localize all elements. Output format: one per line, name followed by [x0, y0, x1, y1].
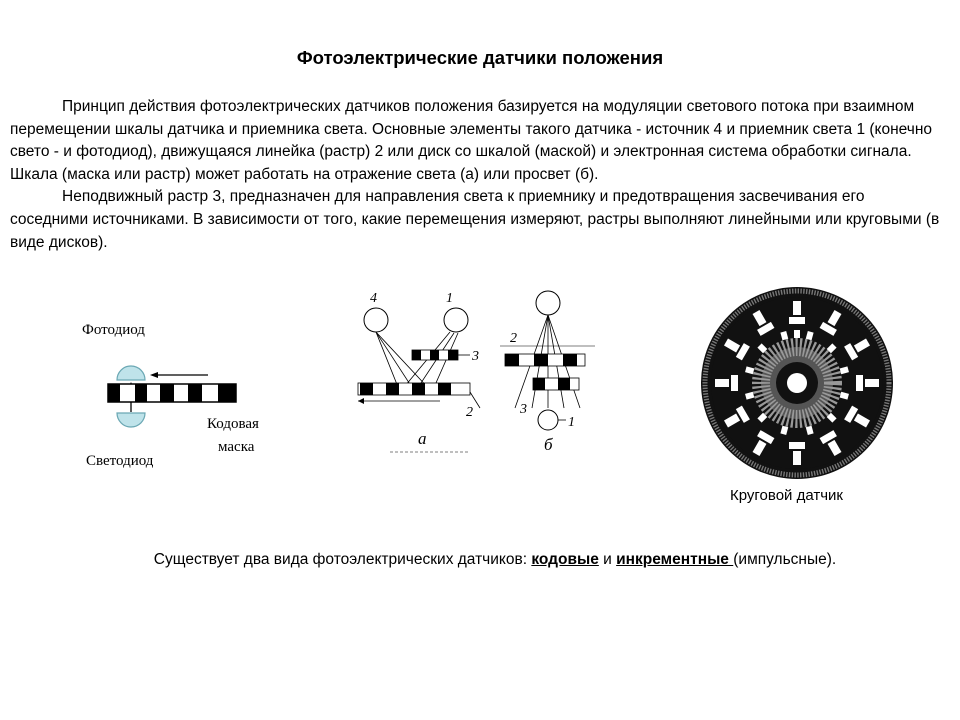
raster-diagram: [350, 288, 600, 463]
label-a-1: 1: [446, 291, 453, 306]
label-a-3: 3: [472, 349, 479, 364]
code-mask-diagram: [70, 315, 300, 480]
photodiode-shape: [117, 366, 145, 380]
mask-sketch: [70, 350, 300, 460]
label-a-4: 4: [370, 291, 377, 306]
paragraph-1: Принцип действия фотоэлектрических датчиков положения базируется на модуляции светового потока при взаимном перемещении шкалы датчика и приемника света. Основные элементы такого датчика - источник 4 и приемник света 1 (конечно свето - и фотодиод), движущаяся линейка (растр) 2 или диск со шкалой (маской) и электронная система обработки сигнала. Шкала (маска или растр) может работать на отражение света (а) или просвет (б).: [10, 98, 933, 183]
type-code-link: кодовые: [531, 551, 599, 568]
circular-encoder-disc: [697, 283, 897, 483]
label-b-1: 1: [568, 415, 575, 430]
slide-title: Фотоэлектрические датчики положения: [296, 47, 664, 68]
label-b: б: [544, 435, 553, 454]
label-b-2: 2: [510, 331, 517, 346]
note-prefix: Существует два вида фотоэлектрических датчиков:: [153, 551, 532, 568]
led-label: Светодиод: [86, 453, 154, 469]
sensor-types-note: [0, 551, 960, 569]
photodiode-label: Фотодиод: [82, 322, 145, 338]
disc-sketch: [697, 283, 897, 483]
raster-sketch: [350, 288, 600, 463]
label-b-3: 3: [520, 402, 527, 417]
type-incremental-link: инкрементные: [616, 551, 734, 568]
paragraph-2: Неподвижный растр 3, предназначен для направления света к приемнику и предотвращения засвечивания его соседними источниками. В зависимости от того, какие перемещения измеряют, растры выполняют линейными или круговыми (в виде дисков).: [10, 188, 940, 251]
body-text: [10, 96, 940, 254]
led-shape: [117, 413, 145, 427]
note-suffix: (импульсные).: [733, 551, 837, 568]
circular-encoder-caption: Круговой датчик: [730, 487, 843, 504]
note-conj: и: [598, 551, 617, 568]
label-a-2: 2: [466, 405, 473, 420]
mask-label-line1: Кодовая: [207, 416, 259, 432]
label-a: а: [418, 429, 427, 448]
mask-label-line2: маска: [218, 439, 255, 455]
